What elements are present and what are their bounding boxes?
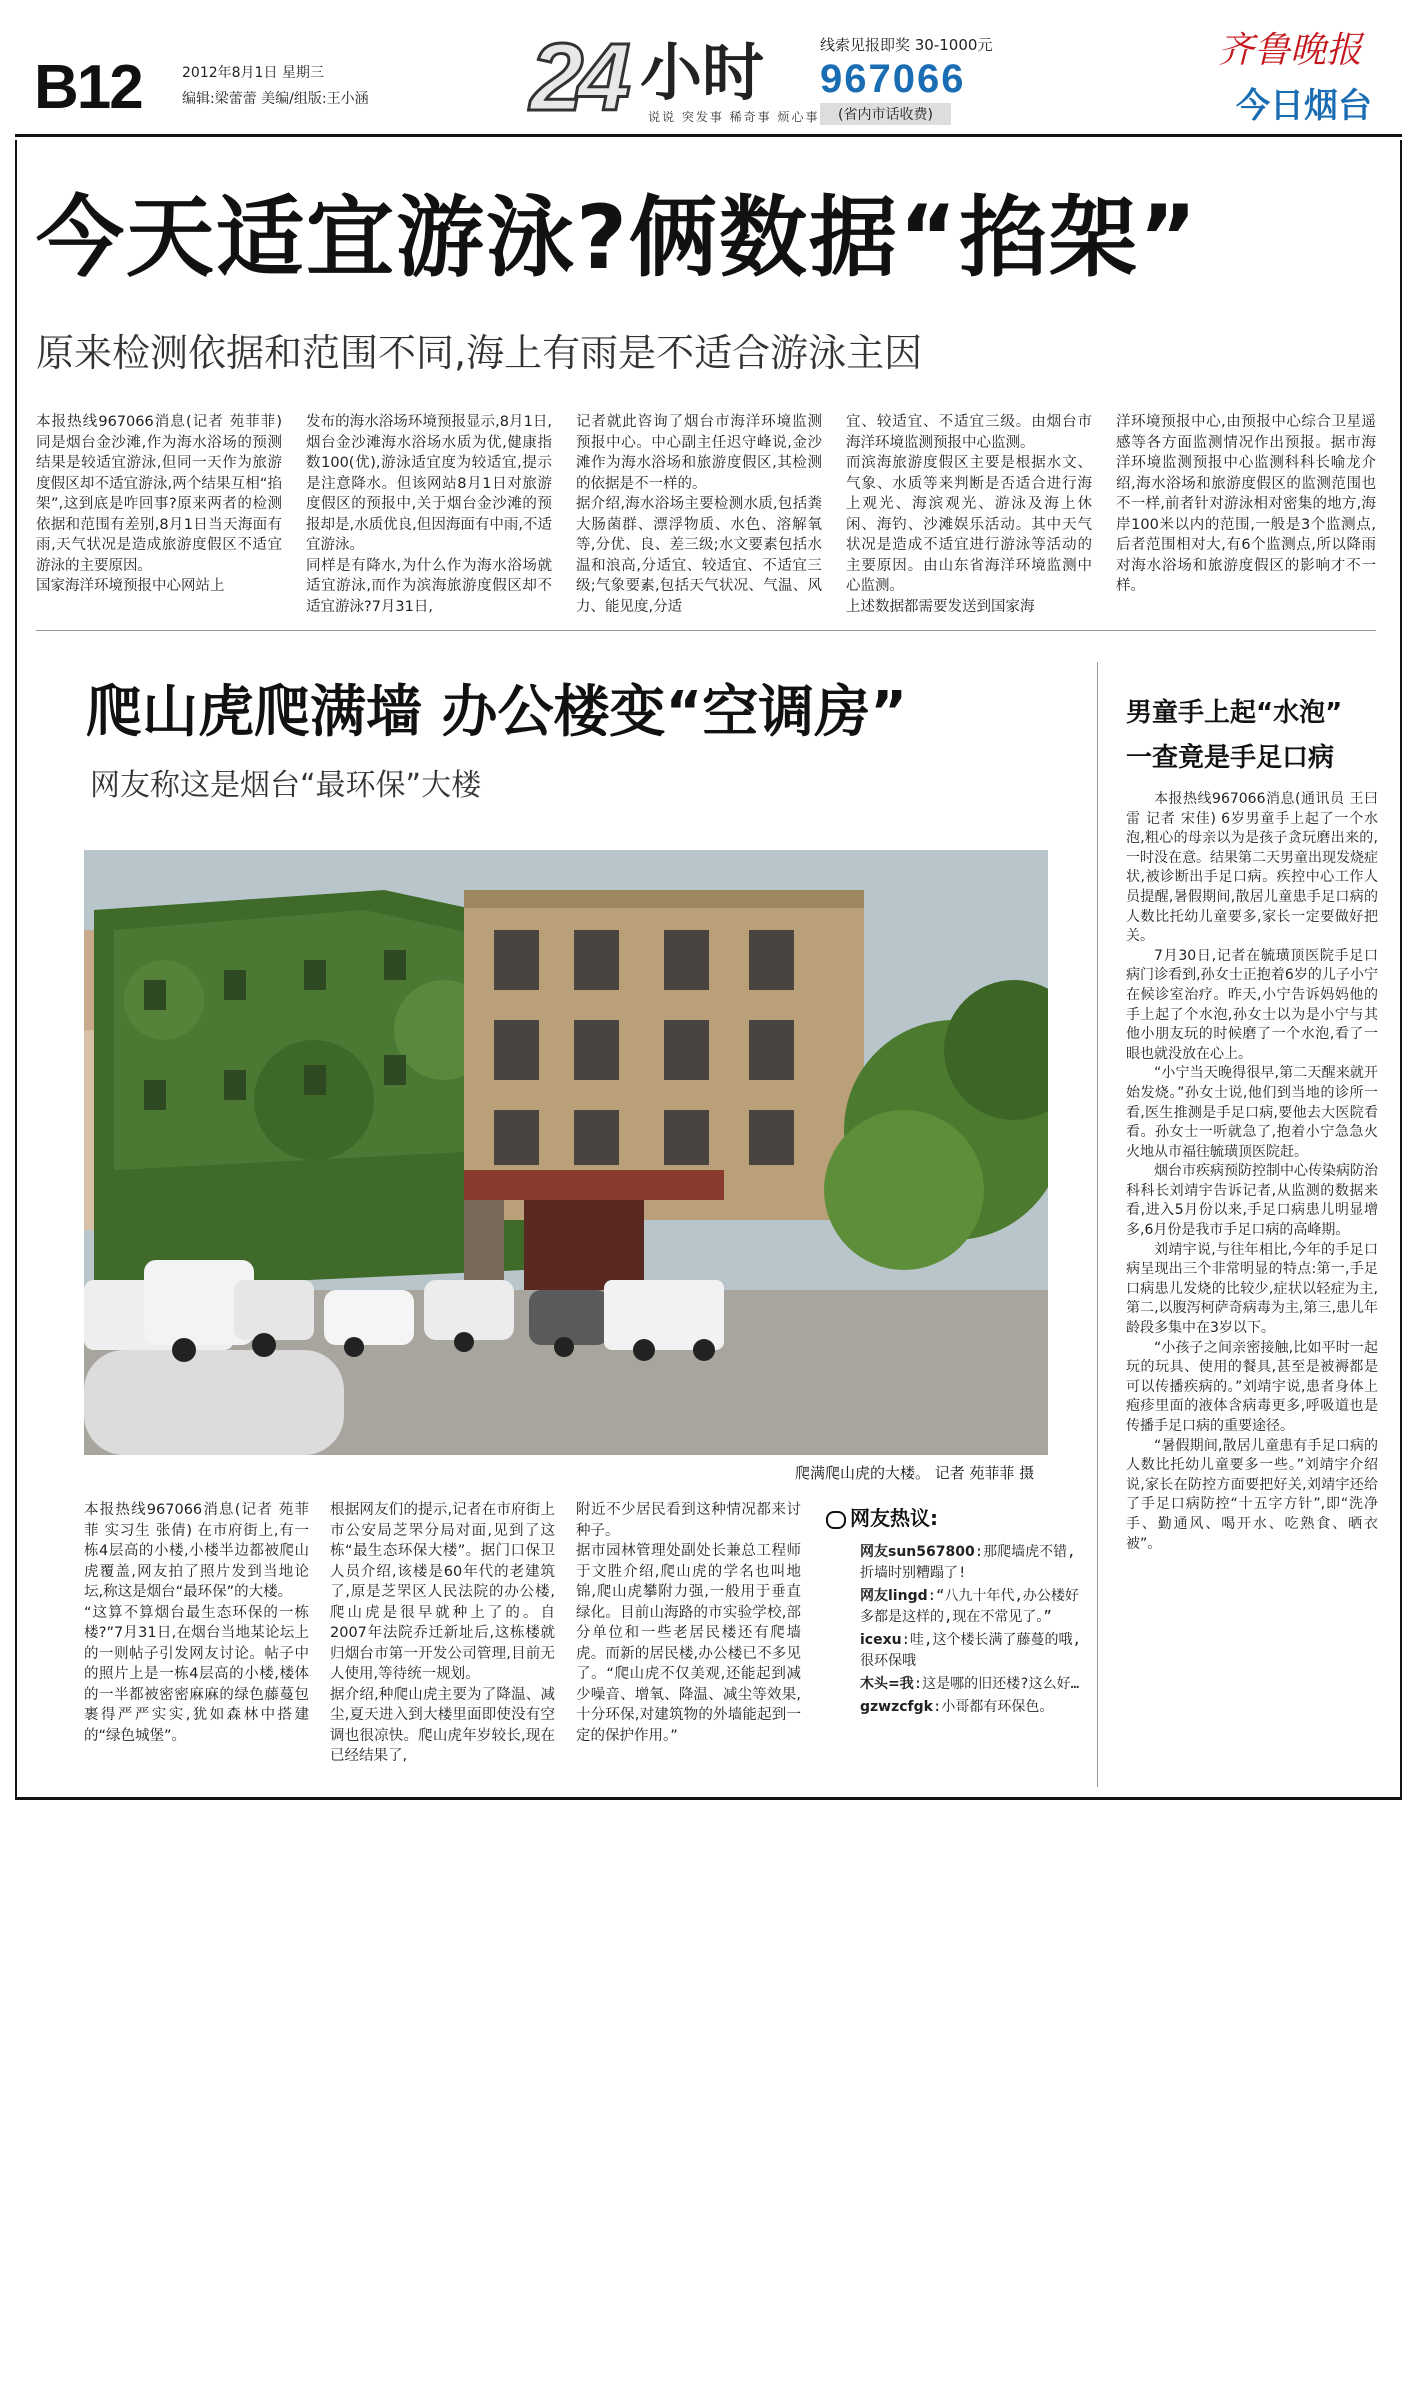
second-column-1: 本报热线967066消息(记者 苑菲菲 实习生 张倩) 在市府街上,有一栋4层高的小楼,小楼半边都被爬山虎覆盖,网友拍了照片发到当地论坛,称这是烟台“最环保”的大楼。 “这算不算烟台最生态环保的一栋楼?”7月31日,在烟台当地某论坛上的一则帖子引发网友讨论。帖子中的照片上是一栋4层高的小楼,楼体的一半都被密密麻麻的绿色藤蔓包裹得严严实实,犹如森林中搭建的“绿色城堡”。 <box>84 1502 309 1744</box>
net-comments <box>860 1542 1085 1720</box>
side-headline-2: 一查竟是手足口病 <box>1126 743 1335 773</box>
building-photo <box>84 850 1048 1455</box>
side-paragraph: 7月30日,记者在毓璜顶医院手足口病门诊看到,孙女士正抱着6岁的儿子小宁在候诊室治疗。昨天,小宁告诉妈妈他的手上起了个水泡,孙女士以为是小宁与其他小朋友玩的时候磨了一个水泡,看了一眼也就没放在心上。 <box>1126 947 1378 1062</box>
net-discussion-header <box>826 1502 938 1531</box>
lead-headline: 今天适宜游泳?俩数据“掐架” <box>36 186 1199 289</box>
editor-line: 编辑:梁蕾蕾 美编/组版:王小涵 <box>182 91 369 107</box>
net-comment <box>860 1630 1085 1672</box>
header-rule <box>15 134 1402 137</box>
side-paragraph: 烟台市疾病预防控制中心传染病防治科科长刘靖宇告诉记者,从监测的数据来看,进入5月份以来,手足口病患儿明显增多,6月份是我市手足口病的高峰期。 <box>1126 1163 1378 1239</box>
net-comment-user: 网友lingd <box>860 1588 928 1604</box>
net-comment <box>860 1542 1085 1584</box>
lead-column-5: 洋环境预报中心,由预报中心综合卫星遥感等各方面监测情况作出预报。据市海洋环境监测预报中心监测科科长喻龙介绍,海水浴场和旅游度假区的监测范围也不一样,前者针对游泳相对密集的地方,海岸100米以内的范围,一般是3个监测点,后者范围相对大,有6个监测点,所以降雨对海水浴场和旅游度假区的影响才不一样。 <box>1116 414 1376 594</box>
hotline-box <box>820 34 1015 123</box>
net-comment-user: gzwzcfgk <box>860 1699 933 1715</box>
net-comment-text: :“八九十年代,办公楼好多都是这样的,现在不常见了。” <box>860 1588 1079 1625</box>
lead-column-2: 发布的海水浴场环境预报显示,8月1日,烟台金沙滩海水浴场水质为优,健康指数100(优),游泳适宜度为较适宜,提示是注意降水。但该网站8月1日对旅游度假区的预报中,关于烟台金沙滩的预报却是,水质优良,但因海面有中雨,不适宜游泳。 同样是有降水,为什么作为海水浴场就适宜游泳,而作为滨海旅游度假区却不适宜游泳?7月31日, <box>306 414 552 615</box>
photo-caption: 爬满爬山虎的大楼。 记者 苑菲菲 摄 <box>795 1464 1035 1482</box>
net-comment-user: 木头=我 <box>860 1676 914 1692</box>
column-divider <box>1097 662 1098 1787</box>
ivy-building-illustration <box>84 850 1048 1455</box>
date-line: 2012年8月1日 星期三 <box>182 65 324 81</box>
lead-column-3: 记者就此咨询了烟台市海洋环境监测预报中心。中心副主任迟守峰说,金沙滩作为海水浴场和旅游度假区,其检测的依据是不一样的。 据介绍,海水浴场主要检测水质,包括粪大肠菌群、漂浮物质、水色、溶解氧等,分优、良、差三级;水文要素包括水温和浪高,分适宜、较适宜、不适宜三级;气象要素,包括天气状况、气温、风力、能见度,分适 <box>576 414 822 615</box>
side-paragraph: “小宁当天晚得很早,第二天醒来就开始发烧。”孙女士说,他们到当地的诊所一看,医生推测是手足口病,要他去大医院看看。孙女士一听就急了,抱着小宁急急火火地从市福往毓璜顶医院赶。 <box>1126 1065 1378 1160</box>
side-body <box>1126 790 1378 1554</box>
page-number: B12 <box>34 53 142 122</box>
net-comment-text: :小哥都有环保色。 <box>932 1699 1054 1715</box>
hotline-note: (省内市话收费) <box>820 103 951 125</box>
side-paragraph: “暑假期间,散居儿童患有手足口病的人数比托幼儿童要多一些。”刘靖宇介绍说,家长在防控方面要把好关,刘靖宇还给了手足口病防控“十五字方针”,即“洗净手、勤通风、喝开水、吃熟食、晒衣被”。 <box>1126 1437 1378 1552</box>
side-paragraph: 本报热线967066消息(通讯员 王曰雷 记者 宋佳) 6岁男童手上起了一个水泡,粗心的母亲以为是孩子贪玩磨出来的,一时没在意。结果第二天男童出现发烧症状,被诊断出手足口病。疾控中心工作人员提醒,暑假期间,散居儿童患手足口病的人数比托幼儿童要多,家长一定要做好把关。 <box>1126 791 1378 945</box>
lead-column-4: 宜、较适宜、不适宜三级。由烟台市海洋环境监测预报中心监测。 而滨海旅游度假区主要是根据水文、气象、水质等来判断是否适合进行海上观光、海滨观光、游泳及海上休闲、海钓、沙滩娱乐活动。其中天气状况是造成不适宜进行游泳等活动的主要原因。由山东省海洋环境监测中心监测。 上述数据都需要发送到国家海 <box>846 414 1092 615</box>
newspaper-brand: 齐鲁晚报 <box>1218 30 1363 71</box>
lead-subheadline: 原来检测依据和范围不同,海上有雨是不适合游泳主因 <box>36 331 923 375</box>
net-comment-text: :哇,这个楼长满了藤蔓的哦,很环保哦 <box>860 1632 1081 1669</box>
net-comment-user: icexu <box>860 1632 902 1648</box>
net-comment <box>860 1697 1085 1718</box>
second-column-3: 附近不少居民看到这种情况都来讨种子。 据市园林管理处副处长兼总工程师于文胜介绍,爬山虎的学名也叫地锦,爬山虎攀附力强,一般用于垂直绿化。目前山海路的市实验学校,部分单位和一些老居民楼还有爬墙虎。而新的居民楼,办公楼已不多见了。“爬山虎不仅美观,还能起到减少噪音、增氧、降温、减尘等效果,十分环保,对建筑物的外墙能起到一定的保护作用。” <box>576 1502 801 1744</box>
side-paragraph: 刘靖宇说,与往年相比,今年的手足口病呈现出三个非常明显的特点:第一,手足口病患儿发烧的比较少,症状以轻症为主,第二,以腹泻柯萨奇病毒为主,第三,患儿年龄段多集中在3岁以下。 <box>1126 1241 1378 1337</box>
section-divider <box>36 630 1376 631</box>
net-comment-text: :这是哪的旧还楼?这么好… <box>913 1676 1080 1692</box>
section-logo-tagline: 说说 突发事 稀奇事 烦心事 <box>648 110 820 124</box>
hotline-reward: 线索见报即奖 30-1000元 <box>820 36 993 54</box>
lead-column-1: 本报热线967066消息(记者 苑菲菲) 同是烟台金沙滩,作为海水浴场的预测结果是较适宜游泳,但同一天作为旅游度假区却不适宜游泳,两个结果互相“掐架”,这到底是咋回事?原来两者的检测依据和范围有差别,8月1日当天海面有雨,天气状况是造成旅游度假区不适宜游泳的主要原因。 国家海洋环境预报中心网站上 <box>36 414 282 594</box>
edition-name: 今日烟台 <box>1236 86 1372 126</box>
net-discussion-title: 网友热议: <box>850 1506 938 1530</box>
second-column-2: 根据网友们的提示,记者在市府街上市公安局芝罘分局对面,见到了这栋“最生态环保大楼”。据门口保卫人员介绍,该楼是60年代的老建筑了,原是芝罘区人民法院的办公楼,爬山虎是很早就种上了的。自2007年法院乔迁新址后,这栋楼就归烟台市第一开发公司管理,目前无人使用,等待统一规划。 据介绍,种爬山虎主要为了降温、减尘,夏天进入到大楼里面即使没有空调也很凉快。爬山虎年岁较长,现在已经结果了, <box>330 1502 555 1764</box>
side-paragraph: “小孩子之间亲密接触,比如平时一起玩的玩具、使用的餐具,甚至是被褥都是可以传播疾病的。”刘靖宇说,患者身体上疱疹里面的液体含病毒更多,呼吸道也是传播手足口病的重要途径。 <box>1126 1339 1378 1434</box>
net-comment-text: :那爬墙虎不错,折墙时别糟蹋了! <box>860 1544 1076 1581</box>
second-subheadline: 网友称这是烟台“最环保”大楼 <box>90 768 482 803</box>
side-headline-1: 男童手上起“水泡” <box>1126 698 1343 728</box>
section-logo-number: 24 <box>530 24 625 131</box>
chat-bubble-icon <box>826 1511 846 1529</box>
hotline-number: 967066 <box>820 57 966 101</box>
second-headline: 爬山虎爬满墙 办公楼变“空调房” <box>86 680 908 745</box>
net-comment-user: 网友sun567800 <box>860 1544 975 1560</box>
section-logo-text: 小时 <box>640 36 765 109</box>
net-comment <box>860 1586 1085 1628</box>
net-comment <box>860 1674 1085 1695</box>
